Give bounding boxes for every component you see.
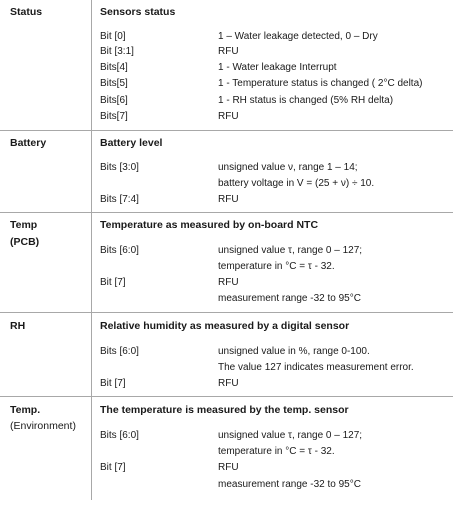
bit-description: unsigned value τ, range 0 – 127; [218,430,363,441]
bit-range: Bits[7] [100,111,128,122]
column-divider [91,397,92,500]
battery-section [0,130,453,212]
bit-range: Bit [0] [100,31,126,42]
field-heading: Temperature as measured by on-board NTC [100,219,319,231]
bit-description: measurement range -32 to 95°C [218,293,361,304]
field-label: RH [10,320,26,332]
bit-description: RFU [218,46,239,57]
field-label: Status [10,6,43,18]
bit-description: unsigned value ν, range 1 – 14; [218,162,358,173]
bit-description: temperature in °C = τ - 32. [218,446,335,457]
column-divider [91,131,92,212]
field-label: Battery [10,137,47,149]
bit-description: unsigned value in %, range 0-100. [218,346,370,357]
bit-range: Bits [6:0] [100,430,139,441]
bit-range: Bits[5] [100,78,128,89]
temp-pcb-section [0,212,453,312]
field-label [10,218,39,250]
bit-range: Bits [6:0] [100,346,139,357]
bit-range: Bits[6] [100,95,128,106]
rh-section [0,312,453,396]
bit-range: Bits [7:4] [100,194,139,205]
bit-description: battery voltage in V = (25 + ν) ÷ 10. [218,178,375,189]
bit-description: RFU [218,277,239,288]
field-heading: Relative humidity as measured by a digital sensor [100,320,350,332]
bit-range: Bit [3:1] [100,46,134,57]
column-divider [91,313,92,396]
field-label-sub: (PCB) [10,236,40,248]
bit-range: Bits[4] [100,62,128,73]
bit-description: RFU [218,378,239,389]
bit-description: temperature in °C = τ - 32. [218,261,335,272]
bit-description: 1 - RH status is changed (5% RH delta) [218,95,394,106]
bit-description: The value 127 indicates measurement error. [218,362,414,373]
bit-description: RFU [218,194,239,205]
bit-description: unsigned value τ, range 0 – 127; [218,245,363,256]
bit-description: 1 - Temperature status is changed ( 2°C delta) [218,78,423,89]
bit-range: Bit [7] [100,378,126,389]
bit-range: Bits [6:0] [100,245,139,256]
bit-description: 1 - Water leakage Interrupt [218,62,337,73]
bit-description: 1 – Water leakage detected, 0 – Dry [218,31,378,42]
bit-description: RFU [218,462,239,473]
temp-environment-section [0,396,453,500]
bit-range: Bit [7] [100,277,126,288]
field-label-main: Temp. [10,404,41,416]
field-heading: Sensors status [100,6,176,18]
field-heading: The temperature is measured by the temp. sensor [100,404,349,416]
status-section [0,0,453,130]
column-divider [91,0,92,130]
field-label-sub: (Environment) [10,420,76,432]
bit-range: Bit [7] [100,462,126,473]
bit-range: Bits [3:0] [100,162,139,173]
field-label-main: Temp [10,219,38,231]
bit-description: measurement range -32 to 95°C [218,479,361,490]
field-heading: Battery level [100,137,163,149]
bit-description: RFU [218,111,239,122]
column-divider [91,213,92,312]
field-label [10,403,76,434]
